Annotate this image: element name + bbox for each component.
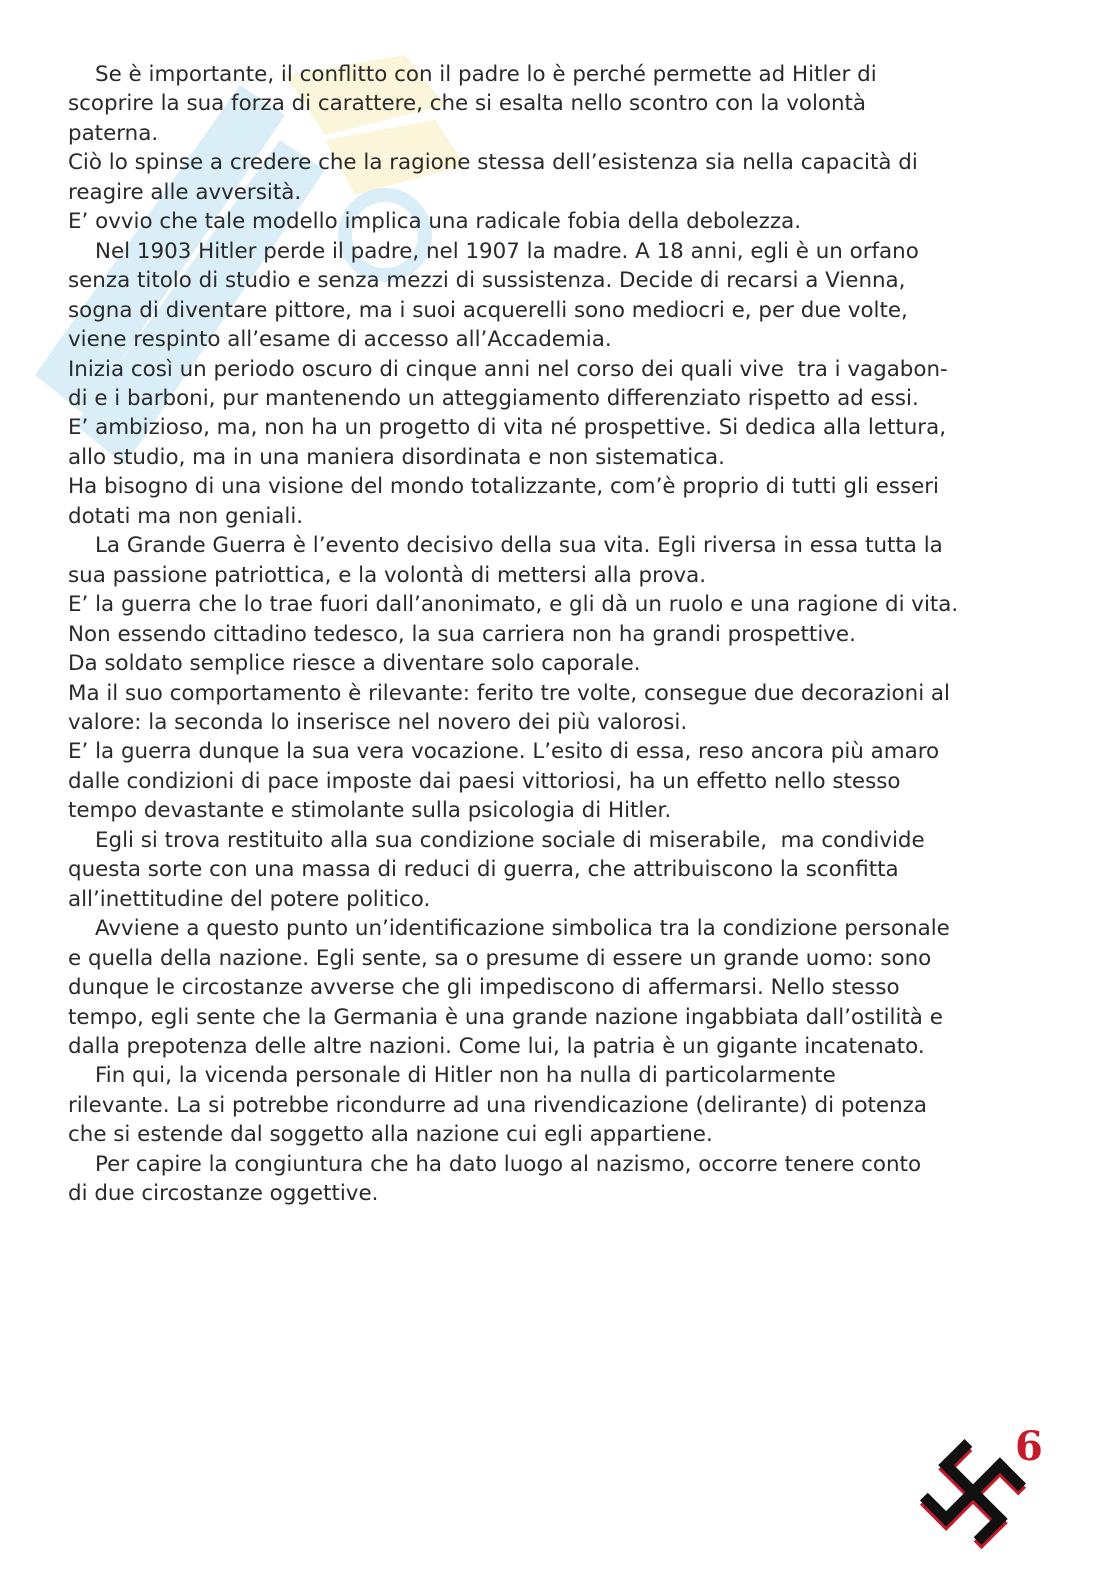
text-line: Ha bisogno di una visione del mondo totalizzante, com’è proprio di tutti gli esseri bbox=[68, 474, 939, 500]
text-line: Ciò lo spinse a credere che la ragione stessa dell’esistenza sia nella capacità di bbox=[68, 150, 918, 176]
text-line: Nel 1903 Hitler perde il padre, nel 1907 la madre. A 18 anni, egli è un orfano bbox=[95, 238, 919, 264]
text-line: valore: la seconda lo inserisce nel novero dei più valorosi. bbox=[68, 709, 688, 735]
text-line: senza titolo di studio e senza mezzi di sussistenza. Decide di recarsi a Vienna, bbox=[68, 268, 906, 294]
text-line: E’ la guerra dunque la sua vera vocazione. L’esito di essa, reso ancora più amaro bbox=[68, 739, 940, 765]
text-line: che si estende dal soggetto alla nazione cui egli appartiene. bbox=[68, 1122, 713, 1148]
text-line: di due circostanze oggettive. bbox=[68, 1181, 379, 1207]
page-number: 6 bbox=[1015, 1423, 1043, 1470]
text-line: di e i barboni, pur mantenendo un atteggiamento differenziato rispetto ad essi. bbox=[68, 385, 919, 411]
text-line: dalle condizioni di pace imposte dai paesi vittoriosi, ha un effetto nello stesso bbox=[68, 768, 901, 794]
text-line: Da soldato semplice riesce a diventare solo caporale. bbox=[68, 651, 641, 677]
text-line: sogna di diventare pittore, ma i suoi acquerelli sono mediocri e, per due volte, bbox=[68, 297, 908, 323]
text-line: dalla prepotenza delle altre nazioni. Come lui, la patria è un gigante incatenato. bbox=[68, 1033, 925, 1059]
text-line: Fin qui, la vicenda personale di Hitler non ha nulla di particolarmente bbox=[95, 1063, 836, 1089]
text-line: Avviene a questo punto un’identificazione simbolica tra la condizione personale bbox=[95, 916, 950, 942]
text-line: e quella della nazione. Egli sente, sa o presume di essere un grande uomo: sono bbox=[68, 945, 932, 971]
body-text bbox=[68, 60, 1058, 1209]
text-line: La Grande Guerra è l’evento decisivo della sua vita. Egli riversa in essa tutta la bbox=[95, 533, 943, 559]
text-line: Inizia così un periodo oscuro di cinque anni nel corso dei quali vive tra i vagabon- bbox=[68, 356, 948, 382]
text-line: Egli si trova restituito alla sua condizione sociale di miserabile, ma condivide bbox=[95, 827, 925, 853]
text-line: dunque le circostanze avverse che gli impediscono di affermarsi. Nello stesso bbox=[68, 975, 900, 1001]
text-line: paterna. bbox=[68, 120, 159, 146]
text-line: Per capire la congiuntura che ha dato luogo al nazismo, occorre tenere conto bbox=[95, 1151, 922, 1177]
text-line: sua passione patriottica, e la volontà di mettersi alla prova. bbox=[68, 562, 707, 588]
text-line: allo studio, ma in una maniera disordinata e non sistematica. bbox=[68, 444, 725, 470]
text-line: scoprire la sua forza di carattere, che si esalta nello scontro con la volontà bbox=[68, 91, 867, 117]
text-line: E’ ambizioso, ma, non ha un progetto di vita né prospettive. Si dedica alla lettura, bbox=[68, 415, 947, 441]
text-line: viene respinto all’esame di accesso all’Accademia. bbox=[68, 327, 612, 353]
text-line: tempo devastante e stimolante sulla psicologia di Hitler. bbox=[68, 798, 672, 824]
text-line: Se è importante, il conflitto con il padre lo è perché permette ad Hitler di bbox=[95, 62, 877, 87]
text-line: dotati ma non geniali. bbox=[68, 503, 304, 529]
text-line: rilevante. La si potrebbe ricondurre ad una rivendicazione (delirante) di potenza bbox=[68, 1092, 927, 1118]
text-line: all’inettitudine del potere politico. bbox=[68, 886, 431, 912]
text-line: Ma il suo comportamento è rilevante: ferito tre volte, consegue due decorazioni al bbox=[68, 680, 950, 706]
text-line: Non essendo cittadino tedesco, la sua carriera non ha grandi prospettive. bbox=[68, 621, 856, 647]
text-line: E’ ovvio che tale modello implica una radicale fobia della debolezza. bbox=[68, 209, 802, 235]
text-line: reagire alle avversità. bbox=[68, 179, 302, 205]
text-line: questa sorte con una massa di reduci di guerra, che attribuiscono la sconfitta bbox=[68, 857, 899, 883]
text-line: tempo, egli sente che la Germania è una grande nazione ingabbiata dall’ostilità e bbox=[68, 1004, 943, 1030]
text-line: E’ la guerra che lo trae fuori dall’anonimato, e gli dà un ruolo e una ragione di vita. bbox=[68, 592, 959, 618]
